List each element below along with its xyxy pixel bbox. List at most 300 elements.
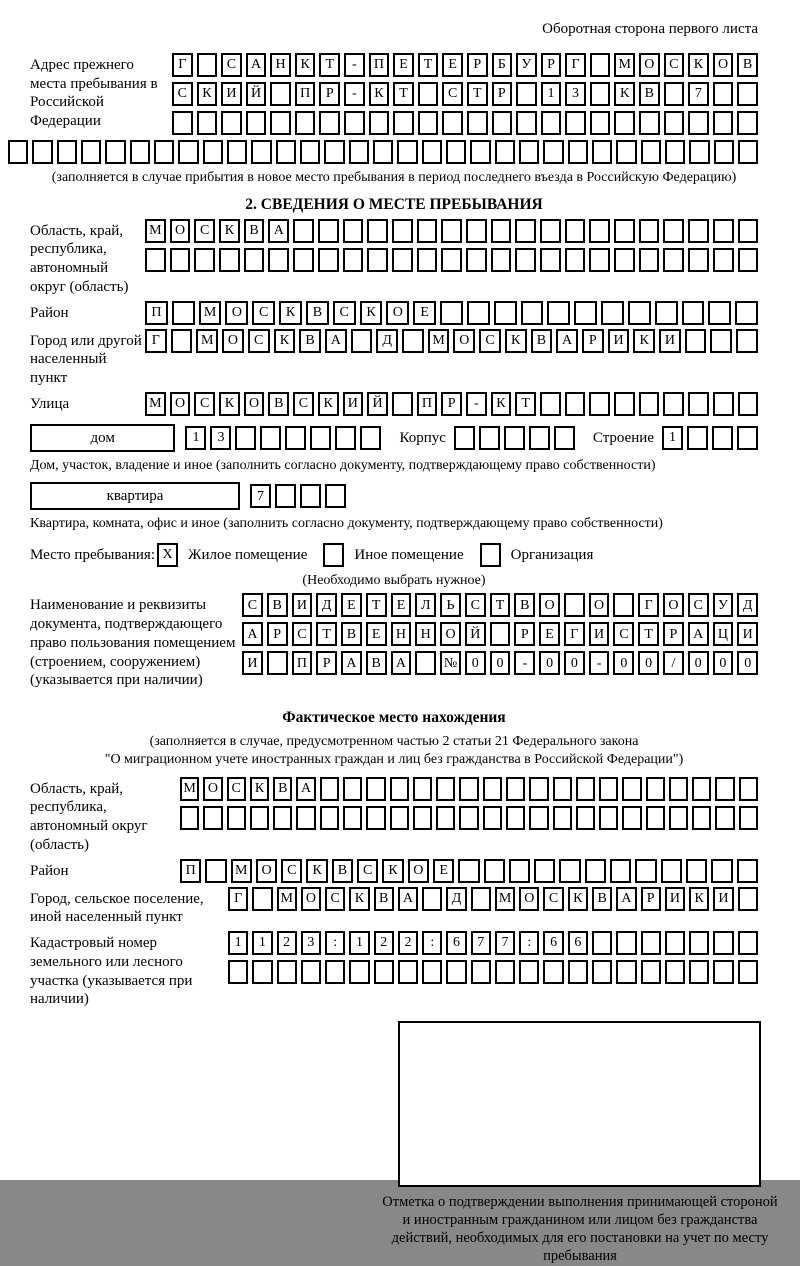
char-box[interactable] [616,931,636,955]
char-box[interactable] [422,960,442,984]
char-box[interactable]: Р [641,887,661,911]
char-box[interactable] [295,111,316,135]
char-box[interactable] [713,931,733,955]
char-box[interactable]: Р [492,82,513,106]
char-box[interactable]: В [268,392,289,416]
char-box[interactable] [576,806,595,830]
char-box[interactable]: - [514,651,535,675]
char-box[interactable] [490,622,511,646]
char-box[interactable] [495,960,515,984]
char-box[interactable] [273,806,292,830]
char-box[interactable]: - [589,651,610,675]
char-box[interactable]: О [244,392,265,416]
char-box[interactable] [480,543,501,567]
char-box[interactable]: О [713,53,734,77]
char-box[interactable] [738,392,759,416]
char-box[interactable] [270,111,291,135]
char-box[interactable]: К [197,82,218,106]
char-box[interactable]: М [428,329,450,353]
char-box[interactable]: К [318,392,339,416]
char-box[interactable] [614,111,635,135]
char-box[interactable]: 1 [662,426,683,450]
char-box[interactable]: 0 [564,651,585,675]
char-box[interactable]: Г [564,622,585,646]
char-box[interactable] [590,111,611,135]
char-box[interactable]: А [556,329,578,353]
char-box[interactable] [576,777,595,801]
char-box[interactable] [565,392,586,416]
char-box[interactable] [250,806,269,830]
char-box[interactable]: 0 [688,651,709,675]
char-box[interactable] [541,111,562,135]
char-box[interactable] [413,777,432,801]
char-box[interactable] [687,426,708,450]
char-box[interactable] [172,111,193,135]
char-box[interactable]: Т [316,622,337,646]
char-box[interactable]: П [145,301,168,325]
char-box[interactable]: К [568,887,588,911]
char-box[interactable]: И [665,887,685,911]
char-box[interactable] [710,329,732,353]
char-box[interactable]: В [514,593,535,617]
char-box[interactable]: А [325,329,347,353]
char-box[interactable] [553,777,572,801]
char-box[interactable]: 1 [228,931,248,955]
char-box[interactable]: X [157,543,178,567]
char-box[interactable] [145,248,166,272]
char-box[interactable] [418,82,439,106]
char-box[interactable] [529,777,548,801]
char-box[interactable]: А [242,622,263,646]
char-box[interactable]: Р [467,53,488,77]
char-box[interactable]: 6 [446,931,466,955]
char-box[interactable] [390,806,409,830]
char-box[interactable] [519,140,539,164]
char-box[interactable] [692,806,711,830]
char-box[interactable] [515,248,536,272]
char-box[interactable]: С [172,82,193,106]
char-box[interactable] [32,140,52,164]
char-box[interactable] [715,806,734,830]
char-box[interactable] [260,426,281,450]
char-box[interactable]: С [242,593,263,617]
char-box[interactable]: У [713,593,734,617]
char-box[interactable] [738,960,758,984]
char-box[interactable] [565,219,586,243]
char-box[interactable]: И [713,887,733,911]
char-box[interactable] [170,248,191,272]
char-box[interactable] [415,651,436,675]
char-box[interactable] [516,82,537,106]
char-box[interactable] [737,859,758,883]
char-box[interactable]: С [543,887,563,911]
char-box[interactable] [479,426,500,450]
char-box[interactable]: И [659,329,681,353]
char-box[interactable]: 0 [737,651,758,675]
char-box[interactable]: : [422,931,442,955]
char-box[interactable] [688,392,709,416]
char-box[interactable] [318,219,339,243]
char-box[interactable] [323,543,344,567]
char-box[interactable] [669,806,688,830]
char-box[interactable]: В [332,859,353,883]
char-box[interactable] [417,248,438,272]
char-box[interactable] [351,329,373,353]
char-box[interactable] [324,140,344,164]
char-box[interactable]: И [608,329,630,353]
char-box[interactable]: Г [565,53,586,77]
char-box[interactable] [275,484,296,508]
char-box[interactable]: О [222,329,244,353]
char-box[interactable]: - [344,53,365,77]
char-box[interactable]: - [344,82,365,106]
char-box[interactable] [251,140,271,164]
char-box[interactable] [471,960,491,984]
char-box[interactable] [194,248,215,272]
char-box[interactable]: С [613,622,634,646]
char-box[interactable]: 1 [541,82,562,106]
char-box[interactable] [219,248,240,272]
char-box[interactable]: № [440,651,461,675]
char-box[interactable] [171,329,193,353]
char-box[interactable]: К [219,392,240,416]
char-box[interactable]: Е [393,53,414,77]
char-box[interactable] [713,219,734,243]
char-box[interactable] [268,248,289,272]
char-box[interactable] [737,111,758,135]
char-box[interactable] [614,392,635,416]
char-box[interactable]: Й [465,622,486,646]
char-box[interactable] [296,806,315,830]
char-box[interactable]: О [225,301,248,325]
char-box[interactable]: В [273,777,292,801]
char-box[interactable]: Д [316,593,337,617]
char-box[interactable] [519,960,539,984]
char-box[interactable]: К [295,53,316,77]
char-box[interactable] [276,140,296,164]
char-box[interactable]: С [664,53,685,77]
char-box[interactable] [543,140,563,164]
char-box[interactable]: Л [415,593,436,617]
char-box[interactable]: В [366,651,387,675]
char-box[interactable] [592,140,612,164]
char-box[interactable] [664,111,685,135]
char-box[interactable]: П [295,82,316,106]
char-box[interactable]: А [398,887,418,911]
char-box[interactable] [712,426,733,450]
char-box[interactable]: О [639,53,660,77]
char-box[interactable] [325,484,346,508]
char-box[interactable]: С [281,859,302,883]
char-box[interactable] [628,301,651,325]
char-box[interactable] [559,859,580,883]
char-box[interactable]: А [616,887,636,911]
char-box[interactable]: Р [319,82,340,106]
char-box[interactable] [413,806,432,830]
char-box[interactable] [686,859,707,883]
char-box[interactable] [300,484,321,508]
char-box[interactable]: П [369,53,390,77]
char-box[interactable]: Г [228,887,248,911]
char-box[interactable]: П [292,651,313,675]
char-box[interactable] [197,111,218,135]
char-box[interactable] [641,931,661,955]
char-box[interactable] [661,859,682,883]
char-box[interactable] [592,960,612,984]
char-box[interactable] [639,248,660,272]
char-box[interactable]: С [357,859,378,883]
char-box[interactable] [635,859,656,883]
char-box[interactable] [641,140,661,164]
char-box[interactable]: С [293,392,314,416]
char-box[interactable]: 3 [301,931,321,955]
char-box[interactable]: Р [514,622,535,646]
char-box[interactable] [8,140,28,164]
char-box[interactable] [665,140,685,164]
char-box[interactable] [467,111,488,135]
char-box[interactable]: Н [415,622,436,646]
char-box[interactable] [639,219,660,243]
char-box[interactable]: 1 [349,931,369,955]
char-box[interactable]: Т [467,82,488,106]
char-box[interactable]: 3 [565,82,586,106]
char-box[interactable]: О [301,887,321,911]
char-box[interactable] [589,392,610,416]
char-box[interactable] [682,301,705,325]
char-box[interactable] [81,140,101,164]
char-box[interactable] [738,140,758,164]
char-box[interactable] [639,111,660,135]
char-box[interactable] [270,82,291,106]
char-box[interactable] [590,82,611,106]
char-box[interactable] [392,392,413,416]
char-box[interactable] [398,960,418,984]
char-box[interactable] [319,111,340,135]
char-box[interactable] [599,806,618,830]
char-box[interactable] [205,859,226,883]
char-box[interactable] [641,960,661,984]
char-box[interactable]: В [737,53,758,77]
char-box[interactable]: М [180,777,199,801]
char-box[interactable]: К [382,859,403,883]
char-box[interactable] [663,219,684,243]
char-box[interactable] [320,777,339,801]
char-box[interactable] [622,777,641,801]
char-box[interactable]: О [440,622,461,646]
char-box[interactable] [738,248,759,272]
char-box[interactable]: И [589,622,610,646]
char-box[interactable]: Е [539,622,560,646]
char-box[interactable] [203,806,222,830]
char-box[interactable]: К [505,329,527,353]
char-box[interactable]: Р [441,392,462,416]
char-box[interactable] [467,301,490,325]
char-box[interactable]: 7 [250,484,271,508]
char-box[interactable]: Д [737,593,758,617]
char-box[interactable] [735,301,758,325]
char-box[interactable] [344,111,365,135]
char-box[interactable]: Й [367,392,388,416]
char-box[interactable] [614,219,635,243]
char-box[interactable]: К [274,329,296,353]
char-box[interactable]: Р [316,651,337,675]
char-box[interactable] [574,301,597,325]
char-box[interactable] [738,887,758,911]
char-box[interactable] [335,426,356,450]
char-box[interactable]: Т [515,392,536,416]
char-box[interactable] [436,806,455,830]
char-box[interactable]: Е [391,593,412,617]
char-box[interactable]: К [279,301,302,325]
char-box[interactable]: Ь [440,593,461,617]
char-box[interactable]: О [663,593,684,617]
char-box[interactable] [418,111,439,135]
char-box[interactable] [390,777,409,801]
char-box[interactable] [599,777,618,801]
char-box[interactable]: И [343,392,364,416]
char-box[interactable] [665,960,685,984]
char-box[interactable] [130,140,150,164]
char-box[interactable] [301,960,321,984]
char-box[interactable]: Н [270,53,291,77]
char-box[interactable] [614,248,635,272]
char-box[interactable]: А [688,622,709,646]
char-box[interactable] [172,301,195,325]
char-box[interactable] [736,329,758,353]
char-box[interactable]: О [256,859,277,883]
char-box[interactable]: 7 [495,931,515,955]
char-box[interactable]: О [519,887,539,911]
char-box[interactable] [492,111,513,135]
char-box[interactable] [154,140,174,164]
char-box[interactable]: Д [376,329,398,353]
char-box[interactable] [491,219,512,243]
char-box[interactable]: 0 [713,651,734,675]
char-box[interactable]: С [465,593,486,617]
char-box[interactable] [227,806,246,830]
char-box[interactable] [688,248,709,272]
char-box[interactable] [554,426,575,450]
char-box[interactable] [471,887,491,911]
char-box[interactable] [585,859,606,883]
char-box[interactable] [540,219,561,243]
char-box[interactable] [737,82,758,106]
char-box[interactable]: В [592,887,612,911]
char-box[interactable] [669,777,688,801]
char-box[interactable]: С [194,219,215,243]
char-box[interactable] [300,140,320,164]
char-box[interactable]: Е [366,622,387,646]
char-box[interactable]: К [633,329,655,353]
char-box[interactable] [244,248,265,272]
char-box[interactable] [529,426,550,450]
char-box[interactable] [459,777,478,801]
char-box[interactable] [57,140,77,164]
char-box[interactable] [622,806,641,830]
char-box[interactable]: Е [341,593,362,617]
char-box[interactable] [203,140,223,164]
char-box[interactable]: В [306,301,329,325]
char-box[interactable] [441,248,462,272]
char-box[interactable] [738,931,758,955]
char-box[interactable] [738,219,759,243]
char-box[interactable]: О [203,777,222,801]
char-box[interactable]: Й [246,82,267,106]
char-box[interactable] [483,806,502,830]
char-box[interactable] [246,111,267,135]
char-box[interactable] [613,593,634,617]
char-box[interactable] [685,329,707,353]
char-box[interactable]: Г [172,53,193,77]
char-box[interactable]: С [248,329,270,353]
char-box[interactable]: Т [319,53,340,77]
char-box[interactable] [366,806,385,830]
char-box[interactable] [590,53,611,77]
char-box[interactable] [506,806,525,830]
char-box[interactable]: Т [393,82,414,106]
char-box[interactable] [349,960,369,984]
char-box[interactable] [373,140,393,164]
char-box[interactable] [470,140,490,164]
char-box[interactable] [655,301,678,325]
char-box[interactable]: В [374,887,394,911]
char-box[interactable]: С [688,593,709,617]
char-box[interactable] [663,248,684,272]
char-box[interactable]: В [244,219,265,243]
char-box[interactable] [343,806,362,830]
char-box[interactable]: К [349,887,369,911]
char-box[interactable] [441,219,462,243]
char-box[interactable] [483,777,502,801]
char-box[interactable] [664,82,685,106]
char-box[interactable] [293,248,314,272]
house-type-box[interactable]: дом [30,424,175,452]
char-box[interactable] [374,960,394,984]
char-box[interactable]: М [145,392,166,416]
char-box[interactable] [369,111,390,135]
char-box[interactable]: С [479,329,501,353]
char-box[interactable]: В [341,622,362,646]
char-box[interactable]: - [466,392,487,416]
char-box[interactable]: С [194,392,215,416]
char-box[interactable] [310,426,331,450]
char-box[interactable] [713,82,734,106]
char-box[interactable]: О [589,593,610,617]
char-box[interactable] [521,301,544,325]
char-box[interactable] [197,53,218,77]
char-box[interactable]: Е [433,859,454,883]
char-box[interactable] [343,248,364,272]
char-box[interactable]: Р [541,53,562,77]
char-box[interactable]: 6 [543,931,563,955]
char-box[interactable]: / [663,651,684,675]
char-box[interactable]: К [369,82,390,106]
char-box[interactable]: В [639,82,660,106]
char-box[interactable] [422,140,442,164]
char-box[interactable] [367,219,388,243]
char-box[interactable] [397,140,417,164]
char-box[interactable]: И [292,593,313,617]
char-box[interactable] [665,931,685,955]
char-box[interactable]: Е [413,301,436,325]
char-box[interactable]: С [252,301,275,325]
char-box[interactable]: 0 [490,651,511,675]
char-box[interactable] [547,301,570,325]
char-box[interactable] [713,111,734,135]
char-box[interactable] [553,806,572,830]
char-box[interactable]: М [231,859,252,883]
char-box[interactable] [692,777,711,801]
